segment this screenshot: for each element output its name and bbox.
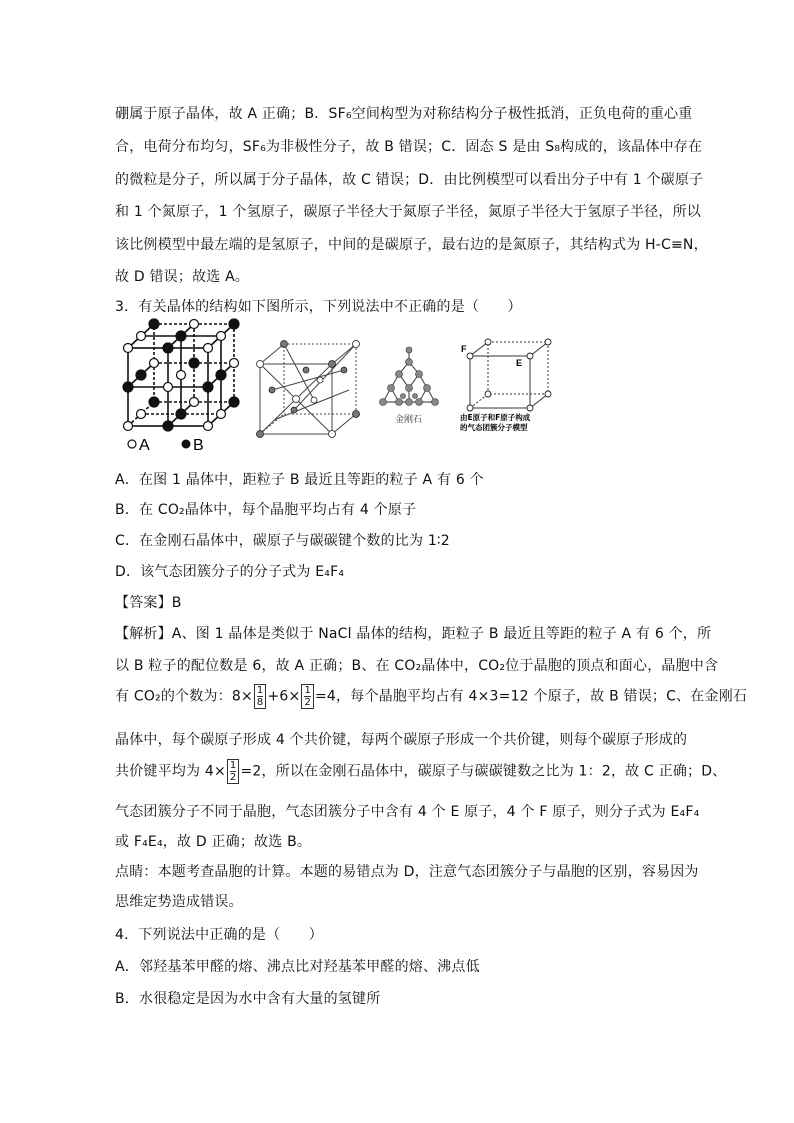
legend-a-label: A [139, 437, 150, 454]
fraction-numerator: 1 [256, 685, 264, 696]
option-a: A．邻羟基苯甲醛的熔、沸点比对羟基苯甲醛的熔、沸点低 [115, 959, 480, 975]
answer: 【答案】B [115, 595, 182, 611]
text-segment: +6× [267, 688, 301, 705]
fraction-numerator: 1 [229, 760, 237, 771]
fraction-denominator: 2 [304, 697, 311, 708]
option-a: A．在图 1 晶体中，距粒子 B 最近且等距的粒子 A 有 6 个 [115, 472, 484, 488]
figure-4-caption-line-1: 由E原子和F原子构成 [460, 413, 531, 422]
text-line: 合，电荷分布均匀，SF₆为非极性分子，故 B 错误；C．固态 S 是由 S₈构成的，该晶体中存在 [115, 139, 703, 155]
fraction-one-half [301, 684, 314, 709]
text-segment: =2，所以在金刚石晶体中，碳原子与碳碳键数之比为 1：2，故 C 正确；D、 [240, 763, 727, 780]
figure-2-co2-cell [254, 340, 362, 440]
option-b: B．在 CO₂晶体中，每个晶胞平均占有 4 个原子 [115, 502, 417, 518]
text-line: 该比例模型中最左端的是氢原子，中间的是碳原子，最右边的是氮原子，其结构式为 H-C≡N， [115, 237, 708, 253]
explanation-line: 【解析】A、图 1 晶体是类似于 NaCl 晶体的结构，距粒子 B 最近且等距的粒子 A 有 6 个，所 [115, 626, 712, 642]
text-line: 的微粒是分子，所以属于分子晶体，故 C 错误；D．由比例模型可以看出分子中有 1 个碳原子 [115, 172, 704, 188]
text-line: 和 1 个氮原子，1 个氢原子，碳原子半径大于氮原子半径，氮原子半径大于氢原子半径，所以 [115, 204, 701, 220]
question-3-figures [120, 318, 560, 458]
tip-line: 思维定势造成错误。 [115, 894, 243, 910]
question-3-stem: 3．有关晶体的结构如下图所示，下列说法中不正确的是（ ） [115, 299, 522, 315]
explanation-line-with-fraction [115, 759, 726, 784]
explanation-line: 气态团簇分子不同于晶胞，气态团簇分子中含有 4 个 E 原子，4 个 F 原子，则分子式为 E₄F₄ [115, 804, 700, 820]
fraction-denominator: 8 [256, 697, 264, 708]
figure-3-diamond [375, 346, 443, 436]
question-4-stem: 4．下列说法中正确的是（ ） [115, 927, 323, 943]
explanation-line: 晶体中，每个碳原子形成 4 个共价键，每两个碳原子形成一个共价键，则每个碳原子形成的 [115, 732, 688, 748]
text-segment: 共价键平均为 4× [115, 763, 226, 780]
text-line: 故 D 错误；故选 A。 [115, 269, 250, 285]
figure-4-caption-line-2: 的气态团簇分子模型 [460, 423, 528, 432]
figure-4-label-e: E [516, 358, 523, 368]
text-line: 硼属于原子晶体，故 A 正确；B．SF₆空间构型为对称结构分子极性抵消，正负电荷的重心重 [115, 106, 693, 122]
fraction-one-eighth [254, 684, 267, 709]
fraction-denominator: 2 [229, 772, 237, 783]
explanation-line-with-fractions [115, 684, 747, 709]
text-segment: =4，每个晶胞平均占有 4×3=12 个原子，故 B 错误；C、在金刚石 [315, 688, 748, 705]
explanation-line: 以 B 粒子的配位数是 6，故 A 正确；B、在 CO₂晶体中，CO₂位于晶胞的顶点和面心，晶胞中含 [115, 658, 719, 674]
option-c: C．在金刚石晶体中，碳原子与碳碳键个数的比为 1∶2 [115, 533, 450, 549]
fraction-numerator: 1 [304, 685, 311, 696]
figure-3-caption: 金刚石 [395, 415, 423, 425]
figure-4-cluster [458, 336, 558, 436]
fraction-one-half [227, 759, 240, 784]
text-segment: 有 CO₂的个数为：8× [115, 688, 253, 705]
option-b: B．水很稳定是因为水中含有大量的氢键所 [115, 991, 381, 1007]
legend-b-label: B [193, 437, 204, 454]
figure-1-lattice [120, 318, 245, 456]
figure-4-label-f: F [461, 344, 467, 354]
tip-line: 点睛：本题考查晶胞的计算。本题的易错点为 D，注意气态团簇分子与晶胞的区别，容易因为 [115, 864, 699, 880]
option-d: D．该气态团簇分子的分子式为 E₄F₄ [115, 564, 345, 580]
explanation-line: 或 F₄E₄，故 D 正确；故选 B。 [115, 834, 312, 850]
